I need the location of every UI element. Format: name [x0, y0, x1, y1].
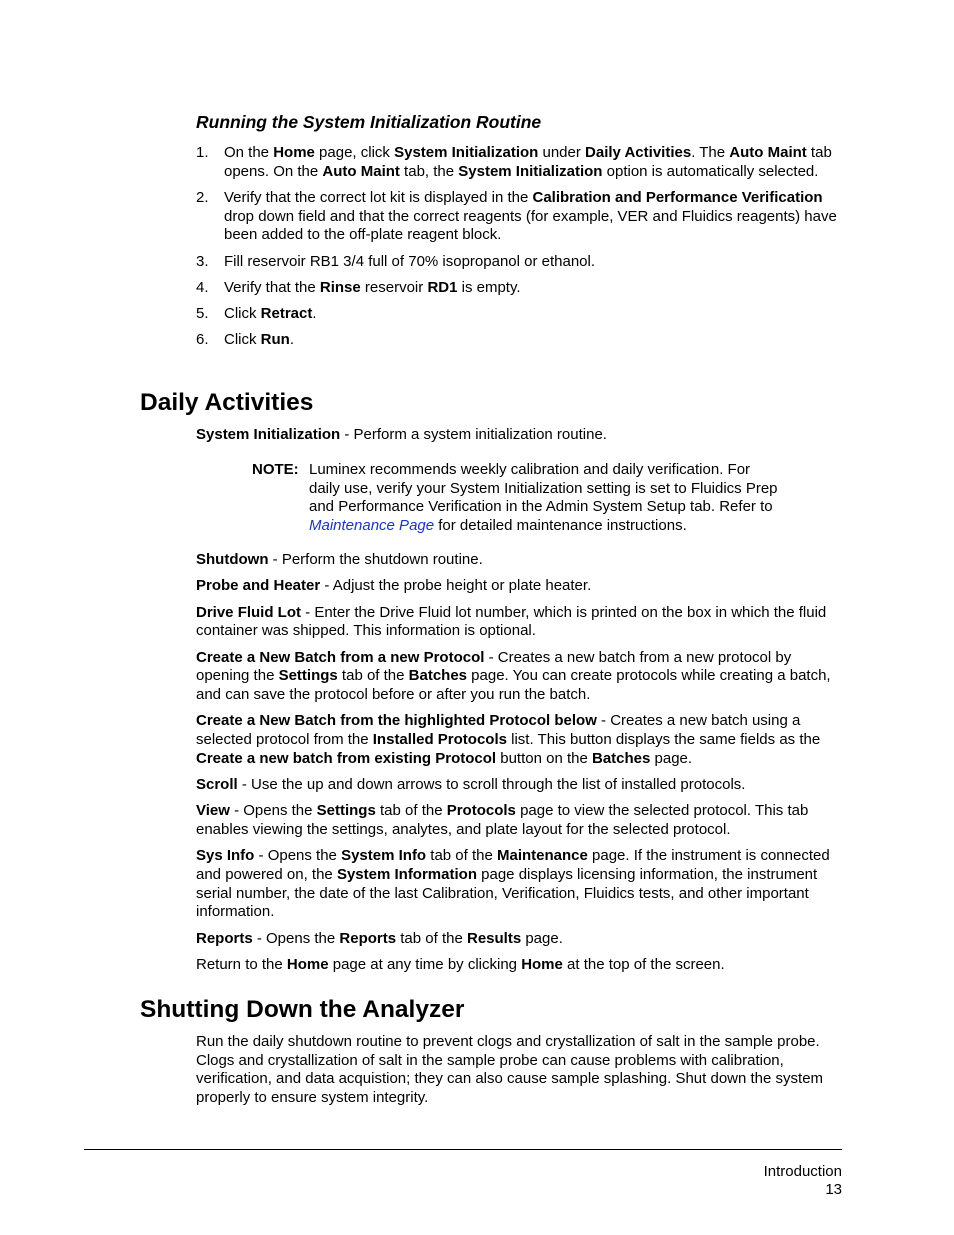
- bold-term: System Information: [336, 866, 477, 883]
- bold-term: Maintenance: [497, 847, 588, 865]
- step-number: 6.: [196, 331, 209, 349]
- text-run: under: [538, 144, 586, 161]
- maintenance-page-link[interactable]: Maintenance Page: [309, 517, 435, 535]
- step-item: [196, 331, 842, 350]
- text-run: - Opens the: [254, 847, 342, 865]
- bold-term: Home: [286, 956, 329, 973]
- bold-term: Scroll: [196, 776, 238, 793]
- step-number: 3.: [196, 252, 209, 270]
- text-run: list. This button displays the same fields as the: [506, 731, 821, 748]
- note-text-after: for detailed maintenance instructions.: [434, 517, 687, 535]
- text-run: is empty.: [457, 278, 521, 296]
- step-number: 2.: [196, 188, 209, 206]
- text-run: page. You can create protocols while creating a batch, and can save the protocol before or after you run the batch.: [196, 667, 831, 703]
- page-footer: [764, 1163, 842, 1199]
- text-run: at the top of the screen.: [562, 956, 725, 973]
- text-run: Verify that the: [224, 278, 320, 296]
- text-run: option is automatically selected.: [602, 162, 819, 180]
- shutdown-body: [196, 1033, 844, 1115]
- activity-item: [196, 930, 844, 949]
- bold-term: Home: [521, 956, 563, 973]
- step-number: 1.: [196, 144, 209, 161]
- note-label: NOTE:: [252, 461, 299, 478]
- bold-term: System Info: [341, 847, 427, 865]
- text-run: Fill reservoir RB1 3/4 full of 70% isopropanol or ethanol.: [224, 252, 596, 270]
- activity-item: [196, 551, 844, 570]
- text-run: tab, the: [399, 162, 459, 180]
- shutting-down-heading: Shutting Down the Analyzer: [140, 996, 465, 1023]
- bold-term: Create a New Batch from a new Protocol: [196, 648, 485, 666]
- text-run: page, click: [314, 144, 395, 161]
- bold-term: Rinse: [319, 278, 361, 296]
- text-run: Return to the: [196, 956, 287, 973]
- text-run: .: [289, 331, 295, 349]
- activity-item: [196, 577, 844, 596]
- bold-term: System Initialization: [458, 162, 603, 180]
- bold-term: Daily Activities: [585, 144, 692, 161]
- bold-term: Batches: [592, 749, 651, 767]
- note-text: [309, 461, 779, 536]
- bold-term: Create a New Batch from the highlighted Protocol below: [196, 712, 597, 730]
- text-run: .: [312, 304, 317, 322]
- intro-paragraph: [196, 426, 844, 445]
- text-run: Click: [224, 304, 261, 322]
- text-run: Click: [224, 331, 261, 349]
- bold-term: Protocols: [446, 802, 516, 820]
- bold-term: Reports: [196, 929, 253, 947]
- step-item: [196, 305, 842, 324]
- text-run: - Adjust the probe height or plate heater.: [320, 577, 592, 595]
- text-run: - Perform a system initialization routine.: [340, 426, 607, 443]
- text-run: On the: [224, 144, 274, 161]
- steps-list: [196, 144, 842, 357]
- text-run: page.: [521, 929, 563, 947]
- shutdown-paragraph: Run the daily shutdown routine to prevent clogs and crystallization of salt in the sample probe. Clogs and crystallization of salt in the sample probe can cause problems with calibration, verification, and data acquistion; they can also cause sample splashing. Shut down the system properly to ensure system integrity.: [196, 1033, 824, 1107]
- footer-page-number: 13: [825, 1181, 842, 1198]
- activity-item: [196, 649, 844, 705]
- bold-term: View: [196, 802, 230, 820]
- bold-term: System Initialization: [394, 144, 539, 161]
- bold-term: Retract: [260, 304, 313, 322]
- step-item: [196, 279, 842, 298]
- text-run: - Opens the: [252, 929, 340, 947]
- text-run: - Enter the Drive Fluid lot number, which is printed on the box in which the fluid container was shipped. This information is optional.: [196, 603, 827, 640]
- activity-item: [196, 847, 844, 922]
- text-run: - Use the up and down arrows to scroll through the list of installed protocols.: [237, 776, 746, 793]
- text-run: tab of the: [426, 847, 497, 865]
- bold-term: Installed Protocols: [372, 731, 507, 748]
- bold-term: Home: [273, 144, 315, 161]
- text-run: page. If the instrument is connected and powered on, the: [196, 847, 830, 883]
- footer-chapter: Introduction: [763, 1163, 842, 1180]
- text-run: - Creates a new batch from a new protocol by opening the: [196, 648, 792, 685]
- bold-term: Create a new batch from existing Protocol: [196, 749, 497, 767]
- text-run: page at any time by clicking: [328, 956, 522, 973]
- bold-term: Results: [466, 929, 522, 947]
- bold-term: Reports: [339, 929, 397, 947]
- text-run: - Perform the shutdown routine.: [268, 551, 483, 568]
- step-number: 4.: [196, 278, 209, 296]
- activity-item: [196, 712, 844, 768]
- bold-term: Probe and Heater: [196, 577, 321, 595]
- activity-item: [196, 802, 844, 839]
- step-item: [196, 189, 842, 245]
- text-run: drop down field and that the correct reagents (for example, VER and Fluidics reagents) have been added to the off-plate reagent block.: [224, 207, 837, 244]
- bold-term: Auto Maint: [729, 144, 807, 161]
- bold-term: Drive Fluid Lot: [196, 603, 301, 621]
- text-run: tab opens. On the: [224, 144, 832, 180]
- bold-term: Auto Maint: [322, 162, 400, 180]
- step-item: [196, 253, 842, 272]
- text-run: tab of the: [396, 929, 467, 947]
- note-text-before: Luminex recommends weekly calibration and daily verification. For daily use, verify your System Initialization setting is set to Fluidics Prep and Performance Verification in the Admin System Setup tab. Refer to: [309, 461, 778, 516]
- text-run: Verify that the correct lot kit is displayed in the: [224, 188, 533, 206]
- text-run: tab of the: [375, 802, 447, 820]
- subsection-title: Running the System Initialization Routine: [196, 112, 542, 132]
- bold-term: Settings: [278, 667, 338, 685]
- daily-items: [196, 551, 844, 982]
- bold-term: Sys Info: [196, 847, 255, 865]
- text-run: . The: [691, 144, 730, 161]
- activity-item: [196, 776, 844, 795]
- bold-term: Run: [260, 331, 290, 349]
- text-run: - Creates a new batch using a selected protocol from the: [196, 712, 801, 748]
- text-run: page.: [650, 749, 693, 767]
- daily-activities-heading: Daily Activities: [140, 389, 314, 416]
- text-run: page to view the selected protocol. This tab enables viewing the settings, analytes, and plate layout for the selected protocol.: [196, 802, 809, 838]
- bold-term: Settings: [316, 802, 376, 820]
- text-run: - Opens the: [229, 802, 317, 820]
- text-run: reservoir: [360, 278, 428, 296]
- activity-item: [196, 956, 844, 975]
- bold-term: Calibration and Performance Verification: [532, 188, 823, 206]
- text-run: tab of the: [337, 667, 409, 685]
- bold-term: Batches: [408, 667, 468, 685]
- footer-rule: [84, 1149, 842, 1150]
- daily-intro: [196, 426, 844, 452]
- text-run: button on the: [496, 749, 592, 767]
- bold-term: RD1: [427, 278, 458, 296]
- step-number: 5.: [196, 304, 209, 322]
- activity-item: [196, 604, 844, 641]
- bold-term: System Initialization: [196, 426, 341, 443]
- bold-term: Shutdown: [196, 551, 269, 568]
- text-run: page displays licensing information, the instrument serial number, the date of the last Calibration, Verification, Fluidics tests, and other important information.: [196, 866, 818, 921]
- step-item: [196, 144, 842, 181]
